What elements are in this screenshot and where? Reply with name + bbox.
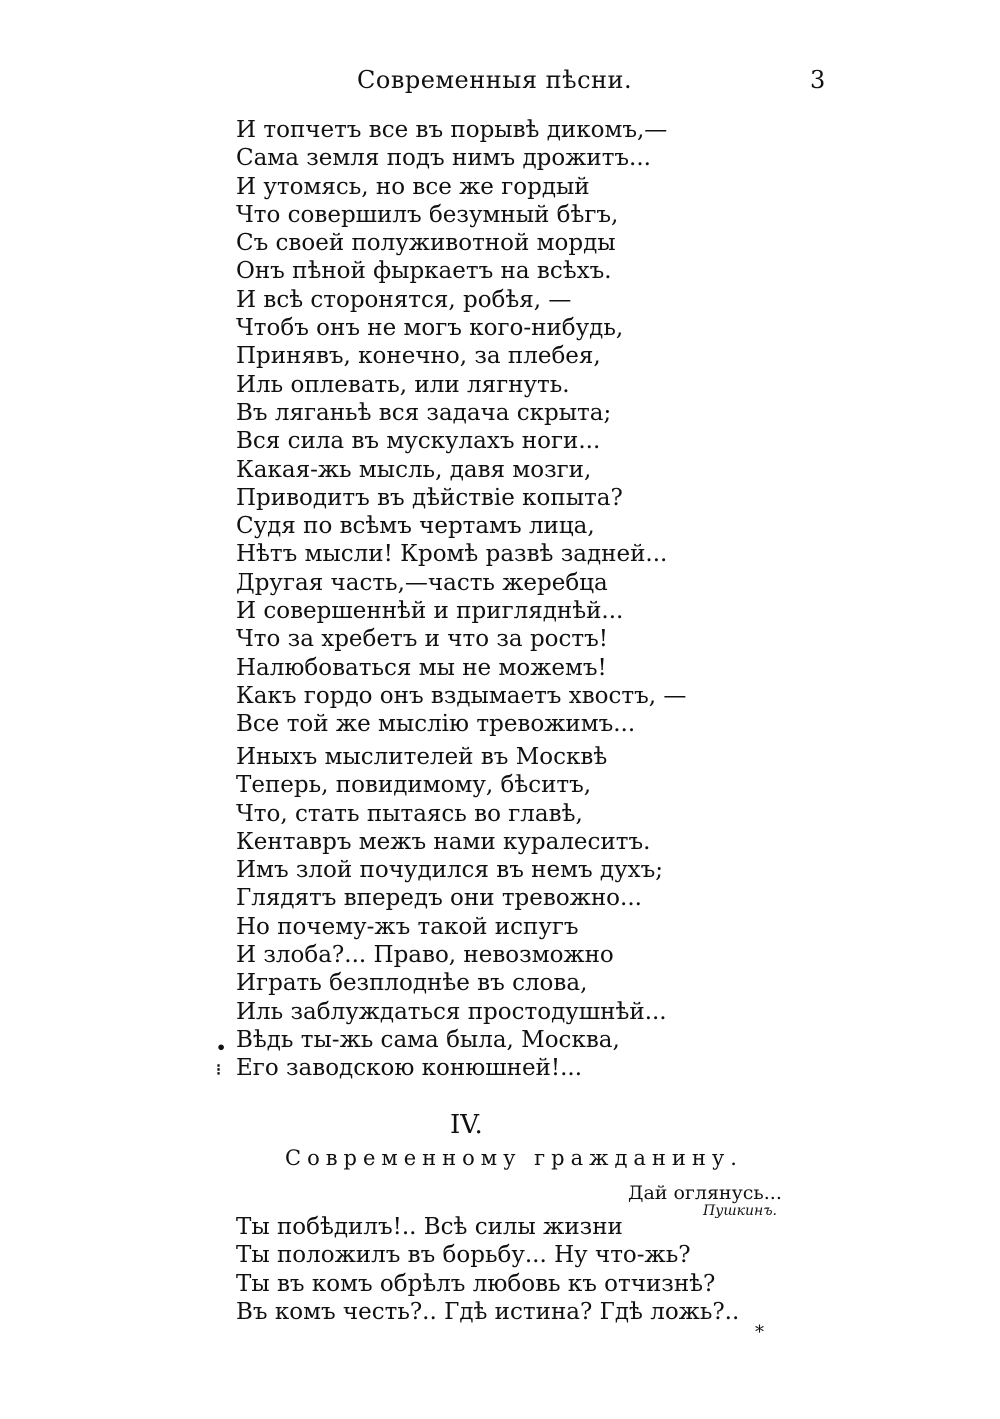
poem-line: Иль заблуждаться простодушнѣй... [236,998,667,1025]
poem-line: Все той же мыслію тревожимъ... [236,711,636,738]
poem-line: Другая часть,—часть жеребца [236,569,608,596]
poem-line: Налюбоваться мы не можемъ! [236,654,607,681]
poem-stanza-2 [236,743,667,1083]
poem-line: Кентавръ межъ нами куралеситъ. [236,828,651,855]
epigraph-author: Пушкинъ. [703,1203,777,1219]
epigraph-text: Дай оглянусь... [628,1182,782,1204]
poem-line: Въ ляганьѣ вся задача скрыта; [236,399,612,426]
poem-line: Что, стать пытаясь во главѣ, [236,800,583,827]
margin-mark: ⁝ [216,1060,222,1079]
section-number: IV. [450,1110,483,1140]
poem-line: Что совершилъ безумный бѣгъ, [236,201,619,228]
poem-line: И совершеннѣй и пригляднѣй... [236,598,624,625]
page-number: 3 [810,66,826,94]
poem-line: Иль оплевать, или лягнуть. [236,371,570,398]
poem-line: Играть безплоднѣе въ слова, [236,970,588,997]
poem-line: И утомясь, но все же гордый [236,173,590,200]
poem-line: Ты положилъ въ борьбу... Ну что-жь? [236,1242,691,1269]
poem-stanza-1 [236,116,686,739]
poem-line: Вся сила въ мускулахъ ноги... [236,428,601,455]
poem-line: Его заводскою конюшней!... [236,1055,583,1082]
poem-line: Съ своей полуживотной морды [236,230,616,257]
poem-line: Чтобъ онъ не могъ кого-нибудь, [236,315,624,342]
poem-line: Но почему-жъ такой испугъ [236,913,579,940]
poem-line: Теперь, повидимому, бѣситъ, [236,772,592,799]
poem-line: Сама земля подъ нимъ дрожитъ... [236,145,651,172]
poem-line: Ты побѣдилъ!.. Всѣ силы жизни [236,1214,623,1240]
poem-line: Онъ пѣной фыркаетъ на всѣхъ. [236,258,612,285]
signature-mark: * [755,1322,764,1343]
poem-line: И топчетъ все въ порывѣ дикомъ,— [236,117,668,143]
poem-line: И злоба?... Право, невозможно [236,942,614,969]
poem-line: Приводитъ въ дѣйствіе копыта? [236,484,623,511]
poem-line: И всѣ сторонятся, робѣя, — [236,286,572,313]
section-title: Современному гражданину. [285,1146,743,1170]
poem-line: Нѣтъ мысли! Кромѣ развѣ задней... [236,541,668,568]
poem-line: Ты въ комъ обрѣлъ любовь къ отчизнѣ? [236,1270,716,1297]
poem-line: Судя по всѣмъ чертамъ лица, [236,513,595,540]
poem-line: Глядятъ впередъ они тревожно... [236,885,642,912]
poem-stanza-3 [236,1213,739,1326]
poem-line: Принявъ, конечно, за плебея, [236,343,601,370]
margin-mark: • [216,1038,227,1057]
running-head: Современныя пѣсни. [357,66,633,94]
poem-line: Какъ гордо онъ вздымаетъ хвостъ, — [236,682,687,709]
poem-line: Вѣдь ты-жь сама была, Москва, [236,1026,620,1053]
poem-line: Имъ злой почудился въ немъ духъ; [236,857,663,884]
poem-line: Въ комъ честь?.. Гдѣ истина? Гдѣ ложь?.. [236,1298,740,1325]
poem-line: Какая-жь мысль, давя мозги, [236,456,592,483]
poem-line: Иныхъ мыслителей въ Москвѣ [236,744,608,770]
poem-line: Что за хребетъ и что за ростъ! [236,626,609,653]
